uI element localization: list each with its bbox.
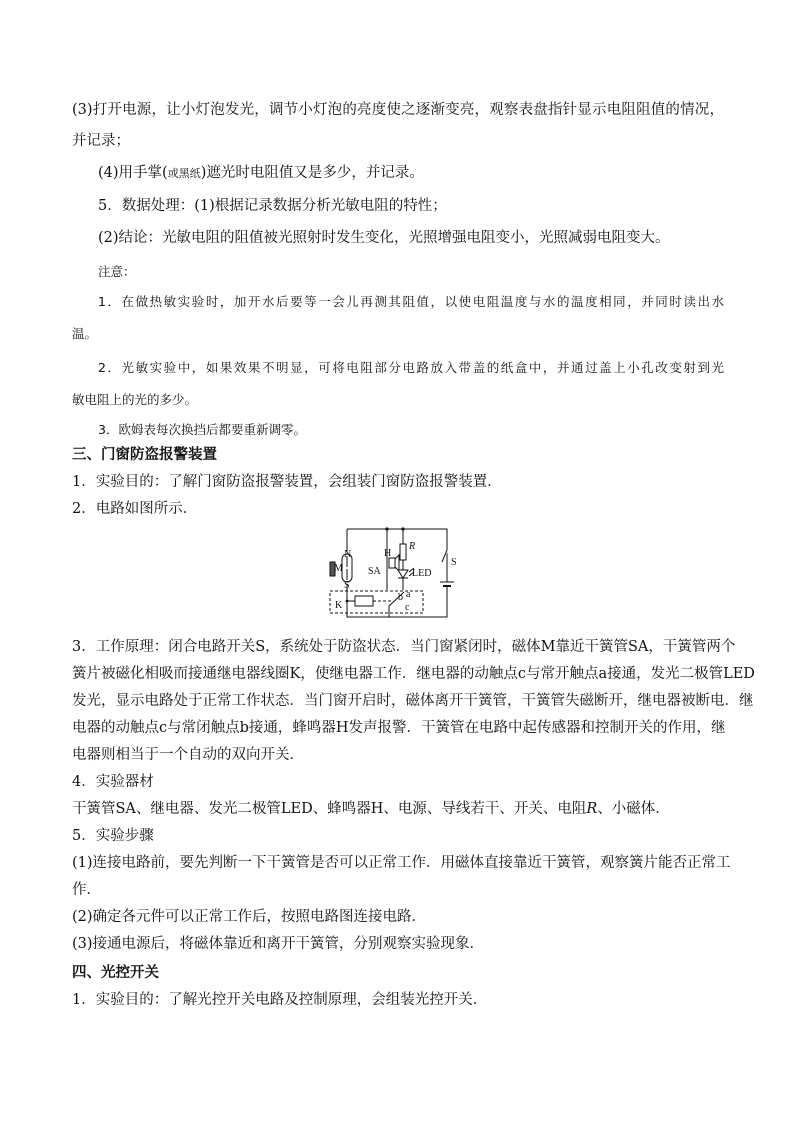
step1-line1: (1)连接电路前，要先判断一下干簧管是否可以正常工作．用磁体直接靠近干簧管，观察簧片能否正常工 (72, 855, 731, 871)
equipment-list-post: 、小磁体． (597, 801, 670, 817)
label-sa: SA (368, 566, 381, 577)
principle-line3: 发光，显示电路处于正常工作状态．当门窗开启时，磁体离开干簧管，干簧管失磁断开，继电器被断电．继 (72, 693, 754, 709)
paragraph-step4 (98, 163, 724, 184)
section4-heading: 四、光控开关 (72, 965, 159, 981)
step4-text-small: 或黑纸 (167, 167, 201, 180)
led-symbol (398, 570, 408, 578)
step2: (2)确定各元件可以正常工作后，按照电路图连接电路． (72, 909, 427, 925)
equipment-title: 4．实验器材 (72, 774, 154, 790)
buzzer-h (389, 558, 395, 568)
equipment-list-pre: 干簧管SA、继电器、发光二极管LED、蜂鸣器H、电源、导线若干、开关、电阻 (72, 801, 587, 817)
steps-title: 5．实验步骤 (72, 828, 154, 844)
label-c: c (405, 602, 410, 613)
paragraph-data-processing: 5．数据处理：(1)根据记录数据分析光敏电阻的特性； (98, 198, 447, 214)
label-k: K (335, 600, 343, 611)
label-r: R (409, 541, 416, 552)
alarm-circuit-diagram (325, 524, 470, 624)
step3: (3)接通电源后，将磁体靠近和离开干簧管，分别观察实验现象． (72, 936, 485, 952)
section3-purpose: 1．实验目的：了解门窗防盗报警装置，会组装门窗防盗报警装置． (72, 474, 502, 490)
label-s-switch: S (451, 557, 457, 568)
note-2-line2: 敏电阻上的光的多少。 (72, 392, 198, 407)
note-3: 3．欧姆表每次换挡后都要重新调零。 (98, 422, 306, 437)
label-led: LED (412, 568, 432, 579)
principle-line5: 电器则相当于一个自动的双向开关． (72, 747, 304, 763)
note-1-line2: 温。 (72, 326, 98, 341)
principle-line1: 3．工作原理：闭合电路开关S，系统处于防盗状态．当门窗紧闭时，磁体M靠近干簧管SA，干簧管两个 (72, 639, 736, 655)
label-a: a (406, 589, 411, 600)
principle-line2: 簧片被磁化相吸而接通继电器线圈K，使继电器工作．继电器的动触点c与常开触点a接通，发光二极管LED (72, 666, 755, 682)
note-title: 注意： (98, 264, 136, 279)
label-h: H (384, 548, 392, 559)
label-b: b (398, 592, 403, 603)
section4-purpose: 1．实验目的：了解光控开关电路及控制原理，会组装光控开关． (72, 992, 488, 1008)
step4-text-pre: (4)用手掌( (98, 165, 168, 181)
step4-text-post: )遮光时电阻值又是多少，并记录。 (200, 165, 424, 181)
note-1-line1: 1．在做热敏实验时，加开水后要等一会儿再测其阻值，以使电阻温度与水的温度相同，并同时读出水 (98, 294, 724, 309)
label-n: N (344, 549, 352, 560)
step1-line2: 作． (72, 882, 101, 898)
label-s-magnet: S (344, 580, 350, 591)
principle-line4: 电器的动触点c与常闭触点b接通，蜂鸣器H发声报警．干簧管在电路中起传感器和控制开关的作用，继 (72, 720, 726, 736)
equipment-list (72, 799, 724, 819)
section3-circuit-caption: 2．电路如图所示． (72, 501, 198, 517)
note-2-line1: 2．光敏实验中，如果效果不明显，可将电阻部分电路放入带盖的纸盒中，并通过盖上小孔改变射到光 (98, 360, 724, 375)
resistor-r (400, 544, 406, 560)
section3-heading: 三、门窗防盗报警装置 (72, 447, 217, 463)
paragraph-step3-line1: (3)打开电源，让小灯泡发光，调节小灯泡的亮度使之逐渐变亮，观察表盘指针显示电阻阻值的情况， (72, 102, 724, 118)
paragraph-step3-line2: 并记录； (72, 133, 130, 149)
label-m: M (334, 563, 343, 574)
paragraph-conclusion: (2)结论：光敏电阻的阻值被光照射时发生变化，光照增强电阻变小，光照减弱电阻变大。 (98, 230, 670, 246)
relay-coil-k (355, 596, 373, 606)
equipment-resistor-symbol: R (586, 801, 598, 817)
